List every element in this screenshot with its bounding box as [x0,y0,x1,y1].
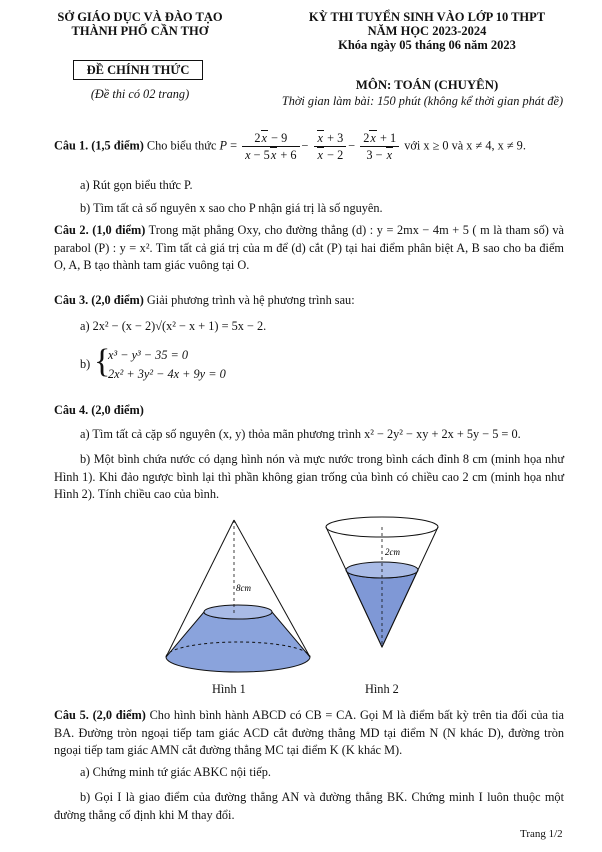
q1-part-b: b) Tìm tất cả số nguyên x sao cho P nhận giá trị là số nguyên. [80,201,383,215]
exam-title: KỲ THI TUYỂN SINH VÀO LỚP 10 THPT [308,10,546,24]
q1-part-a: a) Rút gọn biểu thức P. [80,178,193,192]
q5-text: Cho hình bình hành ABCD có CB = CA. Gọi M là điểm bất kỳ trên tia đối của tia BA. Đường tròn ngoại tiếp tam giác ACD cắt đường thẳng MD tại điểm N (N khác D), đường tròn ngoại tiếp tam giác AMN cắt đường thẳng MC tại điểm K (K khác M). [54,708,565,757]
q2-label: Câu 2. (1,0 điểm) [54,223,146,237]
question-4 [54,402,564,420]
q5-part-b: b) Gọi I là giao điểm của đường thẳng AN và đường thẳng BK. Chứng minh I luôn thuộc một đường thẳng cố định khi M thay đổi. [54,790,564,822]
time-note: Thời gian làm bài: 150 phút (không kể thời gian phát đề) [281,94,564,108]
figure-1-height-label: 8cm [236,583,251,593]
q1-fraction-1: $\frac{2x - 9}{x - 5x + 6}$ [242,130,299,163]
question-1: Câu 1. (1,5 điểm) Cho biểu thức P = $\frac{2x - 9}{x - 5x + 6}$ − $\frac{x + 3}{x - 2}$ − $\frac{2x + 1}{3 - x}$ với x ≥ 0 và x ≠ 4, x ≠ 9. [54,131,526,162]
subject-title: MÔN: TOÁN (CHUYÊN) [355,78,499,92]
cone-figures [160,515,450,700]
system-brace: { [94,343,111,380]
q4-part-a: a) Tìm tất cả cặp số nguyên (x, y) thỏa mãn phương trình x² − 2y² − xy + 2x + 5y − 5 = 0. [80,427,521,441]
q5-part-a: a) Chứng minh tứ giác ABKC nội tiếp. [80,765,271,779]
school-year: NĂM HỌC 2023-2024 [367,24,487,38]
question-3 [54,292,564,310]
figure-1-cone [166,520,310,672]
figure-2-height-label: 2cm [385,547,400,557]
q5-label: Câu 5. (2,0 điểm) [54,708,146,722]
q3-b-equation-2: 2x² + 3y² − 4x + 9y = 0 [108,367,226,381]
q4-label: Câu 4. (2,0 điểm) [54,403,144,417]
exam-date: Khóa ngày 05 tháng 06 năm 2023 [338,38,516,52]
question-5 [54,707,564,760]
department-name: SỞ GIÁO DỤC VÀ ĐÀO TẠO [57,10,223,24]
q3-b-label: b) [80,357,91,371]
page-number: Trang 1/2 [520,828,563,840]
q2-text: Trong mặt phẳng Oxy, cho đường thẳng (d) : y = 2mx − 4m + 5 ( m là tham số) và parabol (P) : y = x². Tìm tất cả giá trị của m để (d) cắt (P) tại hai điểm phân biệt A, B sao cho ba điểm O, A, B tạo thành tam giác vuông tại O. [54,223,564,272]
city-name: THÀNH PHỐ CẦN THƠ [71,24,209,38]
q4-part-b: b) Một bình chứa nước có dạng hình nón và mực nước trong bình cách đỉnh 8 cm (minh họa như Hình 1). Khi đảo ngược bình lại thì phần không gian trống của bình có chiều cao 2 cm (minh họa như Hình 2). Tính chiều cao của bình. [54,452,564,501]
question-2 [54,222,564,275]
official-box [73,60,203,80]
q1-fraction-2: $\frac{x + 3}{x - 2}$ [314,130,347,163]
q3-intro: Giải phương trình và hệ phương trình sau: [146,293,355,307]
q3-b-equation-1: x³ − y³ − 35 = 0 [108,348,189,362]
q1-label: Câu 1. (1,5 điểm) [54,138,144,153]
page-count-note: (Đề thi có 02 trang) [90,87,190,101]
official-label: ĐỀ CHÍNH THỨC [86,63,190,77]
q1-fraction-3: $\frac{2x + 1}{3 - x}$ [360,130,399,163]
figure-2-cone [326,517,438,647]
q3-label: Câu 3. (2,0 điểm) [54,293,144,307]
q1-intro: Cho biểu thức [146,138,217,153]
q3-part-a: a) 2x² − (x − 2)√(x² − x + 1) = 5x − 2. [80,319,267,333]
q1-condition: với x ≥ 0 và x ≠ 4, x ≠ 9. [404,138,526,153]
figure-1-caption: Hình 1 [212,682,246,696]
figure-2-caption: Hình 2 [365,682,399,696]
q3-part-b [80,345,380,385]
